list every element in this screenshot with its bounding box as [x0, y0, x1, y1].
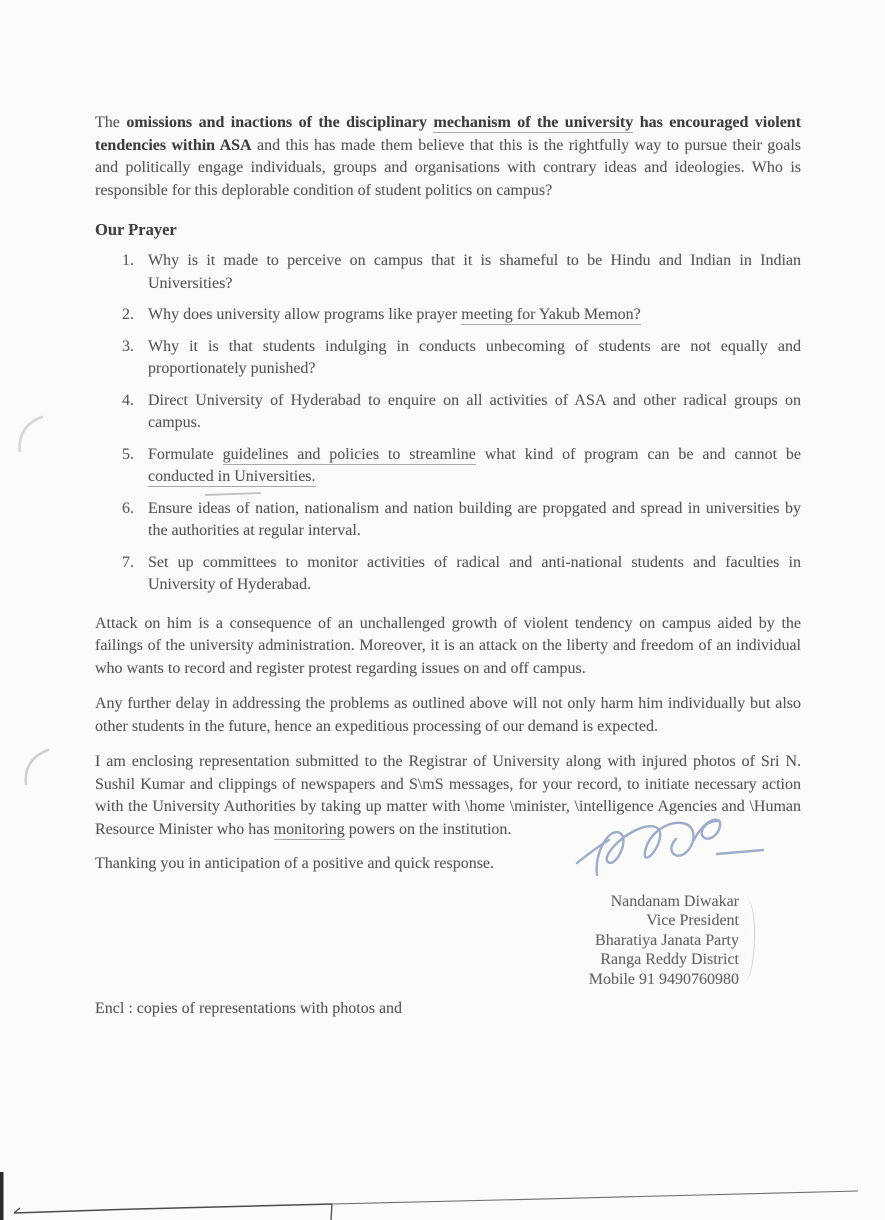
item-5-underlined-1: guidelines and policies to streamline: [222, 445, 476, 463]
signatory-mobile: Mobile 91 9490760980: [588, 970, 739, 988]
item-number: 4.: [122, 391, 134, 409]
signatory-name: Nandanam Diwakar: [610, 892, 739, 910]
signatory-title: Vice President: [646, 912, 739, 929]
item-number: 3.: [122, 337, 134, 355]
paragraph-delay: Any further delay in addressing the problems as outlined above will not only harm him individually but also other students in the future, hence an expeditious processing of our demand is expected.: [95, 695, 801, 735]
item-number: 1.: [122, 252, 134, 269]
intro-bold-1: omissions and inactions of the disciplinary: [126, 114, 434, 131]
prayer-item-1: [122, 250, 801, 295]
prayer-heading: Our Prayer: [95, 220, 177, 239]
item-number: 5.: [122, 445, 134, 463]
handwritten-signature: [565, 809, 797, 891]
closing-line: Thanking you in anticipation of a positive and quick response.: [95, 855, 495, 872]
signature-block: [589, 892, 739, 990]
enclosure-line: Encl : copies of representations with photos and: [95, 1000, 403, 1017]
enclosing-post: powers on the institution.: [344, 820, 512, 838]
intro-lead: The: [95, 114, 127, 131]
item-text: Direct University of Hyderabad to enquire on all activities of ASA and other radical groups on campus.: [148, 391, 801, 431]
item-5-mid: what kind of program can be and cannot be: [475, 445, 802, 463]
intro-bold-underlined: mechanism of the university: [433, 114, 634, 131]
item-number: 2.: [122, 306, 134, 323]
item-2-pre: Why does university allow programs like prayer: [148, 306, 462, 323]
intro-paragraph: [95, 112, 801, 202]
intro-bold-2: has encouraged violent tendencies within ASA: [95, 114, 802, 154]
prayer-item-6: [122, 498, 801, 543]
scan-mark-bracket: [744, 897, 756, 981]
item-text: [148, 304, 801, 327]
scan-artifact-bottom-line: [0, 1150, 885, 1220]
signatory-party: Bharatiya Janata Party: [595, 931, 739, 949]
enclosing-pre: I am enclosing representation submitted to the Registrar of University along with injured photos of Sri N. Sushil Kumar and clippings of newspapers and S\mS messages, for your record, to initiate necessary action with the University Authorities by taking up matter with \home \minister, \intelligence Agencies and \Human Resource Minister who has: [95, 753, 801, 838]
signatory-district: Ranga Reddy District: [600, 951, 739, 968]
item-text: Why is it made to perceive on campus that it is shameful to be Hindu and Indian in Indian Universities?: [148, 252, 801, 292]
intro-rest: and this has made them believe that this is the rightfully way to pursue their goals and politically engage individuals, groups and organisations with contrary ideas and ideologies. Who is responsible for this deplorable condition of student politics on campus?: [95, 136, 802, 199]
prayer-item-3: [122, 336, 801, 381]
item-2-underlined: meeting for Yakub Memon?: [461, 306, 641, 323]
item-text: Set up committees to monitor activities of radical and anti-national students and faculties in University of Hyderabad.: [148, 553, 801, 593]
prayer-list: [95, 250, 801, 597]
item-text: Ensure ideas of nation, nationalism and nation building are propgated and spread in universities by the authorities at regular interval.: [148, 499, 801, 539]
closing-row: [95, 853, 801, 876]
item-text: Why it is that students indulging in conducts unbecoming of students are not equally and proportionately punished?: [148, 337, 801, 377]
paragraph-attack: Attack on him is a consequence of an unchallenged growth of violent tendency on campus aided by the failings of the university administration. Moreover, it is an attack on the liberty and freedom of an individual who wants to record and register protest regarding issues on and off campus.: [95, 614, 801, 677]
item-number: 7.: [122, 553, 134, 571]
prayer-item-5: [122, 444, 801, 489]
item-number: 6.: [122, 499, 134, 517]
scan-edge-shadow: [0, 1172, 4, 1220]
prayer-item-7: [122, 552, 801, 597]
enclosing-underlined: monitoring: [273, 820, 345, 838]
item-5-pre: Formulate: [148, 445, 223, 463]
item-text: [148, 444, 801, 489]
item-5-underlined-2: conducted in Universities.: [148, 468, 316, 485]
prayer-item-2: [122, 304, 801, 327]
prayer-item-4: [122, 390, 801, 435]
